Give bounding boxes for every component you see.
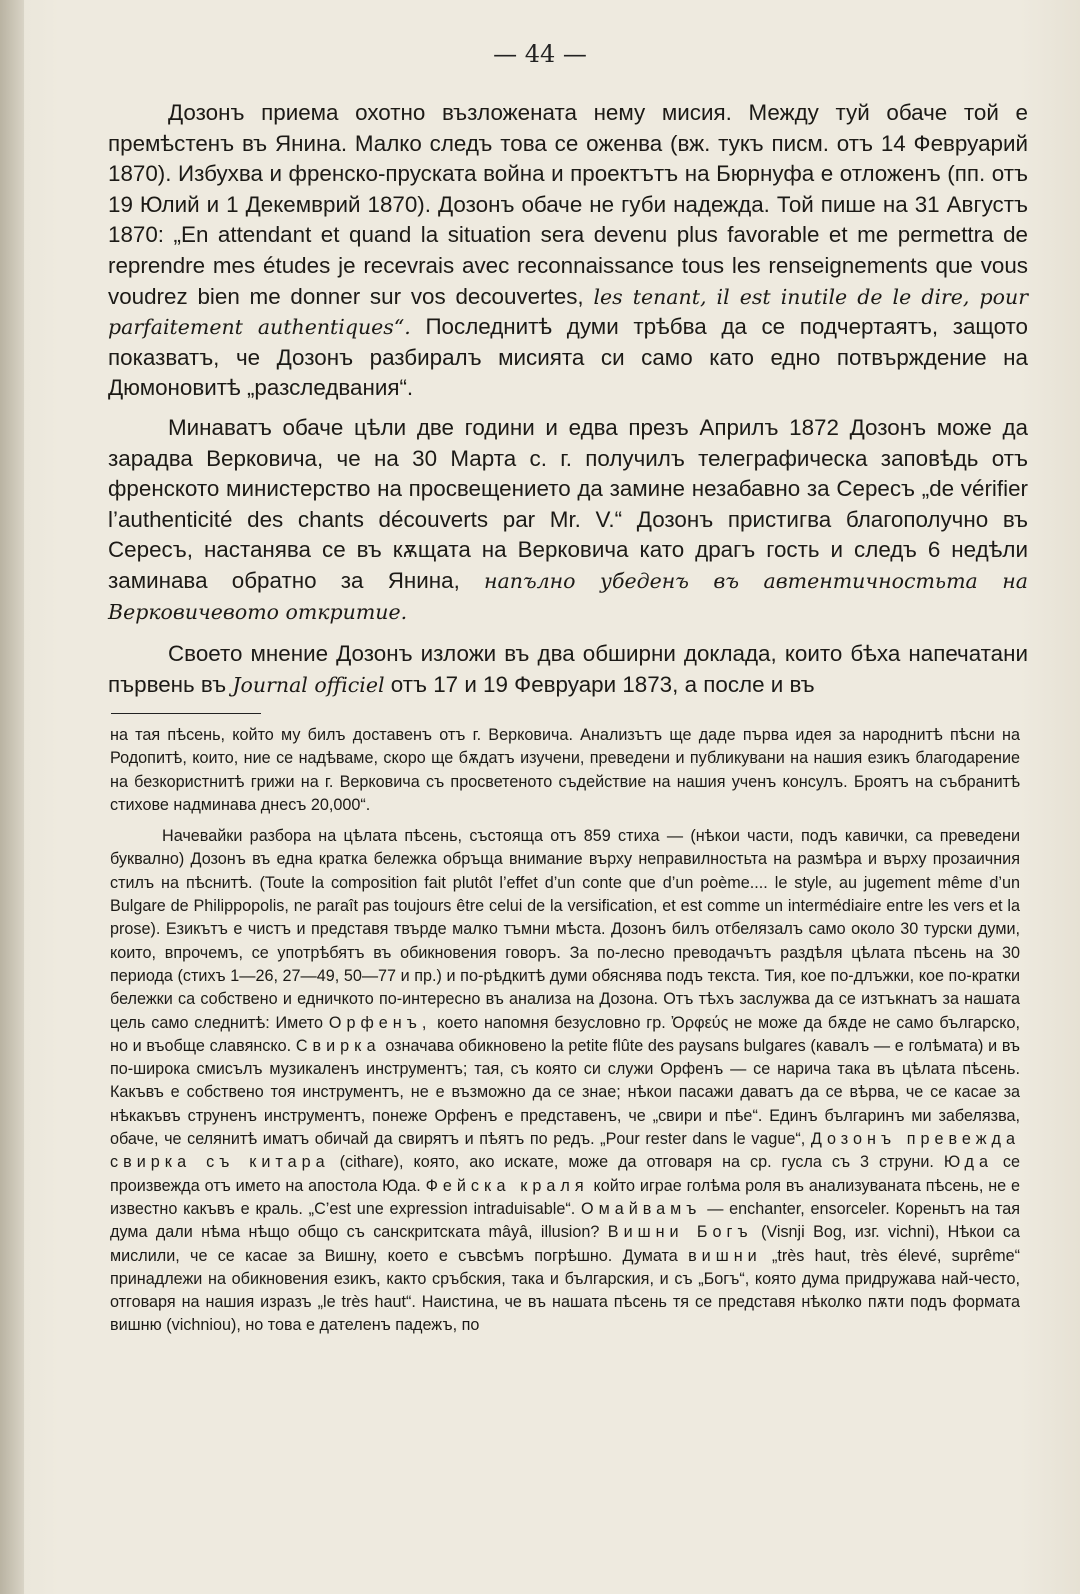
footnote-separator — [111, 713, 261, 714]
main-text — [108, 98, 1028, 709]
paragraph-3 — [108, 639, 1028, 700]
spaced-term: Дозонъ превежда свирка съ китара — [110, 1130, 1020, 1172]
paragraph-1-text-end: Последнитѣ думи трѣбва да се подчертаятъ, защото показватъ, че Дозонъ разбиралъ мисията си само като едно потвърждение на Дюмоновитѣ „разследвания“. — [108, 314, 1029, 401]
footnote-text: който играе голѣма роля въ анализуваната пѣсень, не е известно какъвъ е краль. „C’est une expression intraduisable“. — [110, 1176, 1020, 1218]
spaced-term: Орфенъ, — [328, 1013, 432, 1032]
paragraph-2 — [108, 413, 1028, 627]
spaced-term: Вишни Богъ — [607, 1223, 753, 1242]
journal-title: Journal officiel — [232, 672, 385, 697]
paragraph-2-text: Минаватъ обаче цѣли две години и едва презъ Априлъ 1872 Дозонъ може да зарадва Верковича, че на 30 Марта с. г. получилъ телеграфическа заповѣдь отъ френското министерство на просвещението да замине незабавно за Сересъ „de vérifier l’authenticité des chants découverts par Mr. V.“ Дозонъ пристигва благополучно въ Сересъ, настанява се въ кѫщата на Верковича като драгъ гость и следъ 6 недѣли заминава обратно за Янина, — [108, 414, 1028, 593]
spaced-term: Юда — [943, 1153, 993, 1172]
footnote-paragraph-1: на тая пѣсень, който му билъ доставенъ отъ г. Верковича. Анализътъ ще даде първа идея за народнитѣ пѣсни на Родопитѣ, които, ние се надѣваме, скоро ще бѫдатъ изучени, преведени и публикувани на нашия езикъ благодарение на безкористнитѣ грижи на г. Верковича съ просветеното съдействие на нашия ученъ консулъ. Броятъ на събранитѣ стихове надминава днесъ 20,000“. — [110, 726, 1020, 814]
paragraph-1-text: Дозонъ приема охотно възложената нему мисия. Между туй обаче той е премѣстенъ въ Янина. Малко следъ това се оженва (вж. тукъ писм. отъ 14 Февруарий 1870). Избухва и френско-пруската война и проектътъ на Бюрнуфа е отложенъ (пп. отъ 19 Юлий и 1 Декемврий 1870). Дозонъ обаче не губи надежда. Той пише на 31 Августъ 1870: „En attendant et quand la situation sera devenu plus favorable et me permettra de reprendre mes études je recevrais avec reconnaissance tous les renseignements que vous voudrez bien me donner sur vos decouvertes, — [108, 100, 1028, 309]
paragraph-3-text: Своето мнение Дозонъ изложи въ два обширни доклада, които бѣха напечатани първень въ — [108, 641, 1028, 697]
paragraph-3-text-end: отъ 17 и 19 Февруари 1873, а после и въ — [390, 671, 815, 697]
footnotes — [110, 724, 1020, 1346]
footnote-text: Начевайки разбора на цѣлата пѣсень, състояща отъ 859 стиха — (нѣкои части, подъ кавички, са преведени буквално) Дозонъ въ една кратка бележка обръща внимание върху неправилностьта на размѣра и върху прозаичния стилъ на пѣснитѣ. (Toute la composition fait plutôt l’effet d’un conte que d’un poème.... le style, au jugement même d’un Bulgare de Philippopolis, ne paraît pas toujours être celui de la versification, et est comme un intermédiaire entre les vers et la prose). Езикътъ е чистъ и представя твърде малко тъмни мѣста. Дозонъ билъ отбелязалъ само около 30 турски думи, които, впрочемъ, се употрѣбятъ въ обикновения говоръ. За по-лесно преводачътъ раздѣля цѣлата пѣсень на 30 периода (стихъ 1—26, 27—49, 50—77 и пр.) и по-рѣдкитѣ думи обяснява подъ текста. Тия, кое по-длъжки, кое по-кратки бележки са собствено и едничкото по-интересно въ анализа на Дозона. Отъ тѣхъ заслужва да се изтъкнатъ за нашата цель само следнитѣ: Името — [110, 827, 1020, 1032]
footnote-text: (Visnji Bog, изг. vichni), Нѣкои са мислили, че се касае за Вишну, което е съвсѣмъ погрѣшно. Думата — [110, 1223, 1021, 1265]
footnote-text: „très haut, très élevé, suprême“ принадлежи на обикновения езикъ, както сръбския, така и българския, и съ „Богъ“, която дума придружава най-често, отговаря на нашия изразъ „le très haut“. Наистина, че въ нашата пѣсень тя се представя нѣколко пѫти подъ формата вишню (vichniou), но това е дателенъ падежъ, по — [110, 1246, 1020, 1335]
spaced-term: Фейска краля — [425, 1176, 589, 1195]
book-spine-shadow — [0, 0, 24, 1594]
paragraph-2-italic-emphasis: напълно убеденъ въ автентичностьта на Верковичевото откритие. — [108, 568, 1028, 624]
footnote-text: означава обикновено la petite flûte des paysans bulgares (кавалъ — е голѣмата) и въ по-широка смисълъ музикаленъ инструментъ; тая, съ която си служи Орфенъ — се нарича така въ цѣлата пѣсень. Какъвъ е собствено тоя инструментъ, не е възможно да се знае; нѣкои пасажи даватъ да се вѣрва, че се касае за нѣкакъвъ струненъ инструментъ, понеже Орфенъ е представенъ, че „свири и пѣе“. Единъ българинъ ми забелязва, обаче, че селянитѣ иматъ обичай да свирятъ и пѣятъ по редъ. „Pour rester dans le vague“, — [110, 1036, 1021, 1149]
paragraph-1 — [108, 98, 1028, 404]
spaced-term: вишни — [688, 1246, 762, 1265]
spaced-term: Омайвамъ — [580, 1199, 702, 1218]
footnote-text: се произвежда отъ името на апостола Юда. — [110, 1153, 1021, 1195]
footnote-paragraph-2 — [110, 825, 1020, 1338]
footnote-text: което напомня безусловно гр. Ὀρφεύς не може да бѫде не само българско, но и въобще славянско. — [110, 1013, 1021, 1055]
footnote-text: (cithare), която, ако искате, може да отговаря на ср. гусла съ 3 струни. — [339, 1153, 934, 1172]
page-number: — 44 — — [493, 40, 587, 68]
spaced-term: Свирка — [295, 1036, 381, 1055]
footnote-text: — enchanter, ensorceler. Кореньтъ на тая дума дали нѣма нѣщо общо съ санскритската mâyâ, illusion? — [110, 1199, 1020, 1242]
paragraph-1-italic-quote: les tenant, il est inutile de le dire, pour parfaitement authentiques“. — [108, 284, 1028, 340]
